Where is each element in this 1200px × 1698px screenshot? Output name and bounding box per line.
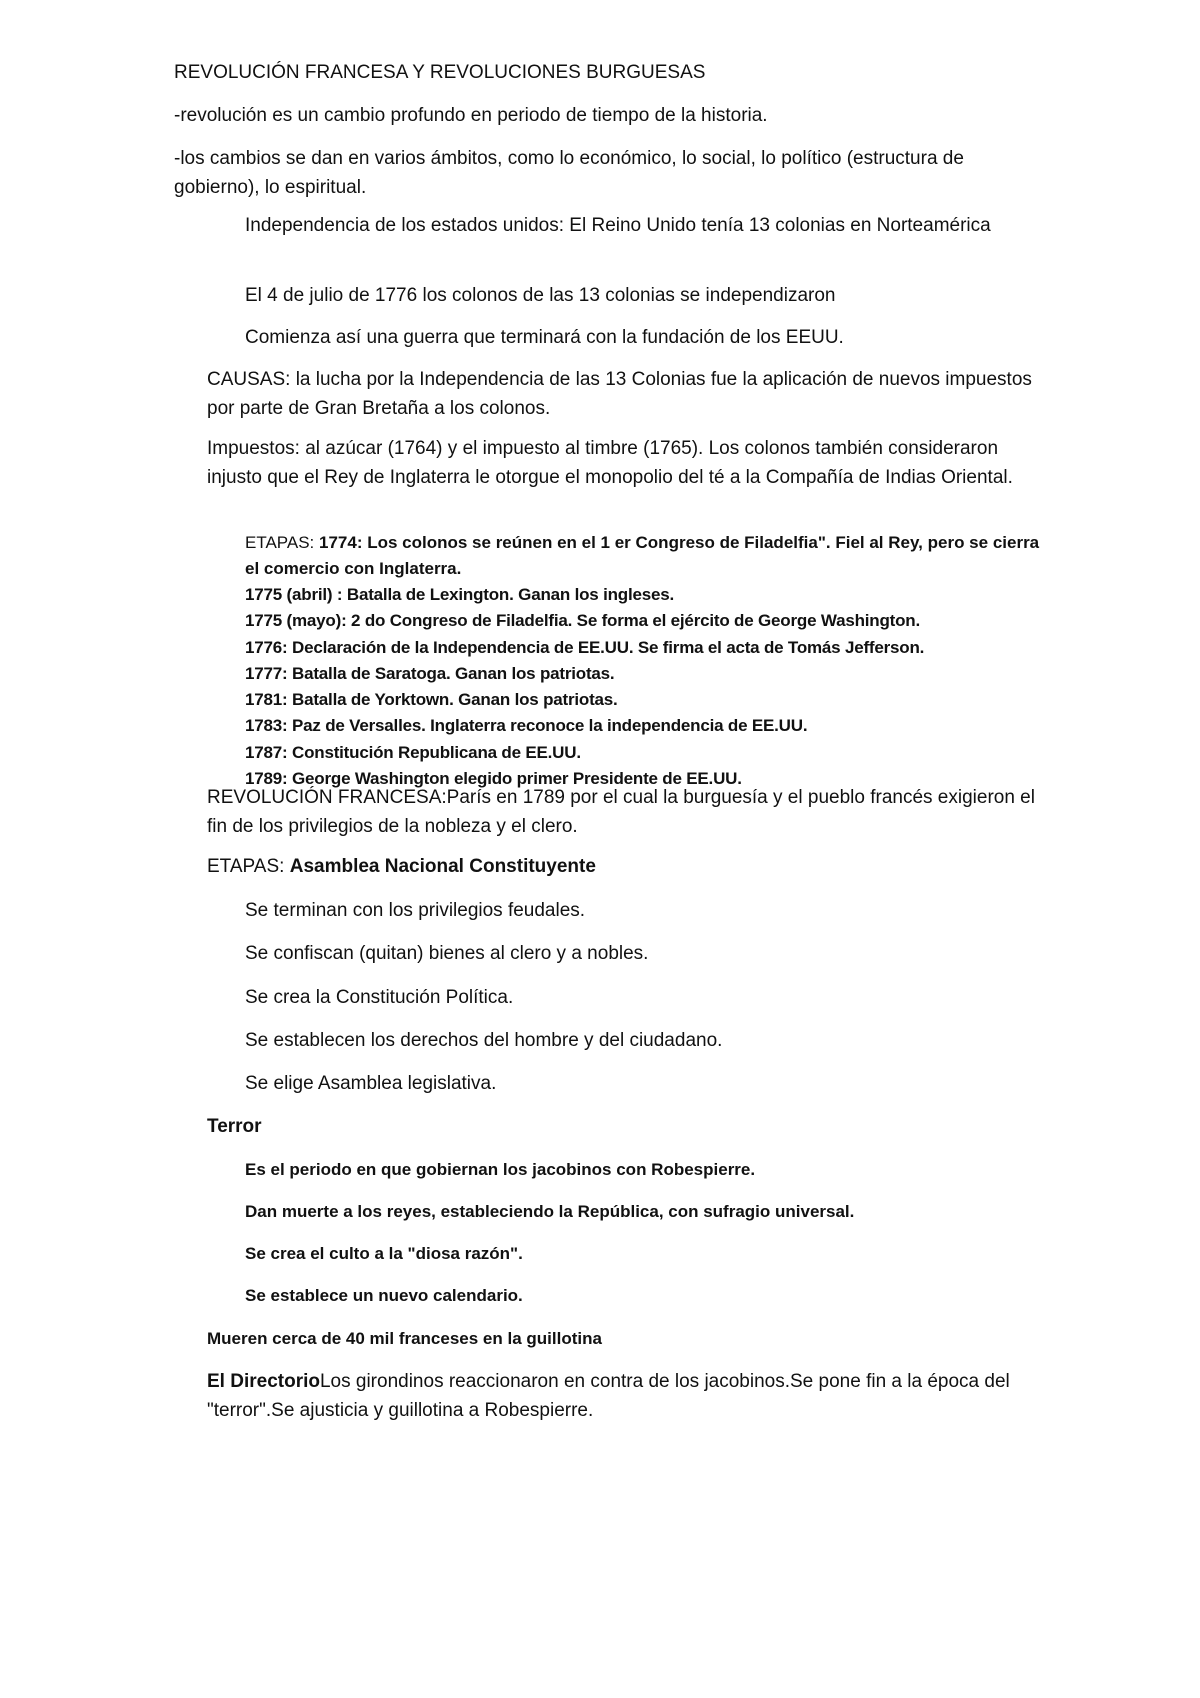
etapas-fr-label: ETAPAS: [207,856,290,877]
impuestos-paragraph: Impuestos: al azúcar (1764) y el impuesto al timbre (1765). Los colonos también consideraron injusto que el Rey de Inglaterra le otorgue el monopolio del té a la Compañía de Indias Oriental. [207,438,1013,488]
etapas-label: ETAPAS: [245,533,320,552]
etapa-item: 1776: Declaración de la Independencia de EE.UU. Se firma el acta de Tomás Jefferson. [245,637,925,657]
intro-line-2: -los cambios se dan en varios ámbitos, como lo económico, lo social, lo político (estructura de gobierno), lo espiritual. [174,148,964,198]
revolucion-francesa-paragraph: REVOLUCIÓN FRANCESA:París en 1789 por el cual la burguesía y el pueblo francés exigieron el fin de los privilegios de la nobleza y el clero. [207,787,1035,837]
etapa-1774: 1774: Los colonos se reúnen en el 1 er Congreso de Filadelfia". Fiel al Rey, pero se cierra el comercio con Inglaterra. [245,533,1040,578]
terror-heading: Terror [207,1116,262,1137]
etapas-fr-value: Asamblea Nacional Constituyente [289,856,596,877]
usa-bullet: Comienza así una guerra que terminará con la fundación de los EEUU. [245,327,844,348]
etapas-usa-bullet [207,530,1047,582]
directorio-paragraph [207,1367,1047,1425]
etapa-item: 1789: George Washington elegido primer Presidente de EE.UU. [245,769,742,789]
etapa-item: 1783: Paz de Versalles. Inglaterra reconoce la independencia de EE.UU. [245,716,808,736]
etapa-item: 1777: Batalla de Saratoga. Ganan los patriotas. [245,663,615,683]
directorio-label: El Directorio [207,1371,320,1392]
asamblea-bullet: Se confiscan (quitan) bienes al clero y a nobles. [245,943,649,964]
terror-bullet: Se crea el culto a la "diosa razón". [245,1244,523,1263]
etapa-item: 1787: Constitución Republicana de EE.UU. [245,742,581,762]
asamblea-bullet: Se elige Asamblea legislativa. [245,1073,497,1094]
usa-bullet: El 4 de julio de 1776 los colonos de las 13 colonias se independizaron [245,285,836,306]
asamblea-bullet: Se establecen los derechos del hombre y del ciudadano. [245,1030,723,1051]
guillotina-line: Mueren cerca de 40 mil franceses en la guillotina [207,1329,602,1348]
intro-line-1: -revolución es un cambio profundo en periodo de tiempo de la historia. [174,105,768,126]
asamblea-bullet: Se crea la Constitución Política. [245,987,514,1008]
terror-bullet: Dan muerte a los reyes, estableciendo la República, con sufragio universal. [245,1202,855,1221]
etapa-item: 1781: Batalla de Yorktown. Ganan los patriotas. [245,690,618,710]
usa-bullet: Independencia de los estados unidos: El Reino Unido tenía 13 colonias en Norteamérica [245,215,991,236]
document-title: REVOLUCIÓN FRANCESA Y REVOLUCIONES BURGUESAS [174,62,706,83]
causas-paragraph: CAUSAS: la lucha por la Independencia de las 13 Colonias fue la aplicación de nuevos impuestos por parte de Gran Bretaña a los colonos. [207,369,1032,419]
directorio-text: Los girondinos reaccionaron en contra de los jacobinos.Se pone fin a la época del "terror".Se ajusticia y guillotina a Robespierre. [207,1371,1010,1421]
etapa-item: 1775 (abril) : Batalla de Lexington. Ganan los ingleses. [245,585,675,604]
terror-bullet: Es el periodo en que gobiernan los jacobinos con Robespierre. [245,1160,756,1179]
etapas-fr-line [207,852,1047,881]
etapa-item: 1775 (mayo): 2 do Congreso de Filadelfia. Se forma el ejército de George Washington. [245,611,921,631]
terror-bullet: Se establece un nuevo calendario. [245,1286,523,1305]
etapas-usa-list [245,582,1035,792]
asamblea-bullet: Se terminan con los privilegios feudales. [245,900,586,921]
